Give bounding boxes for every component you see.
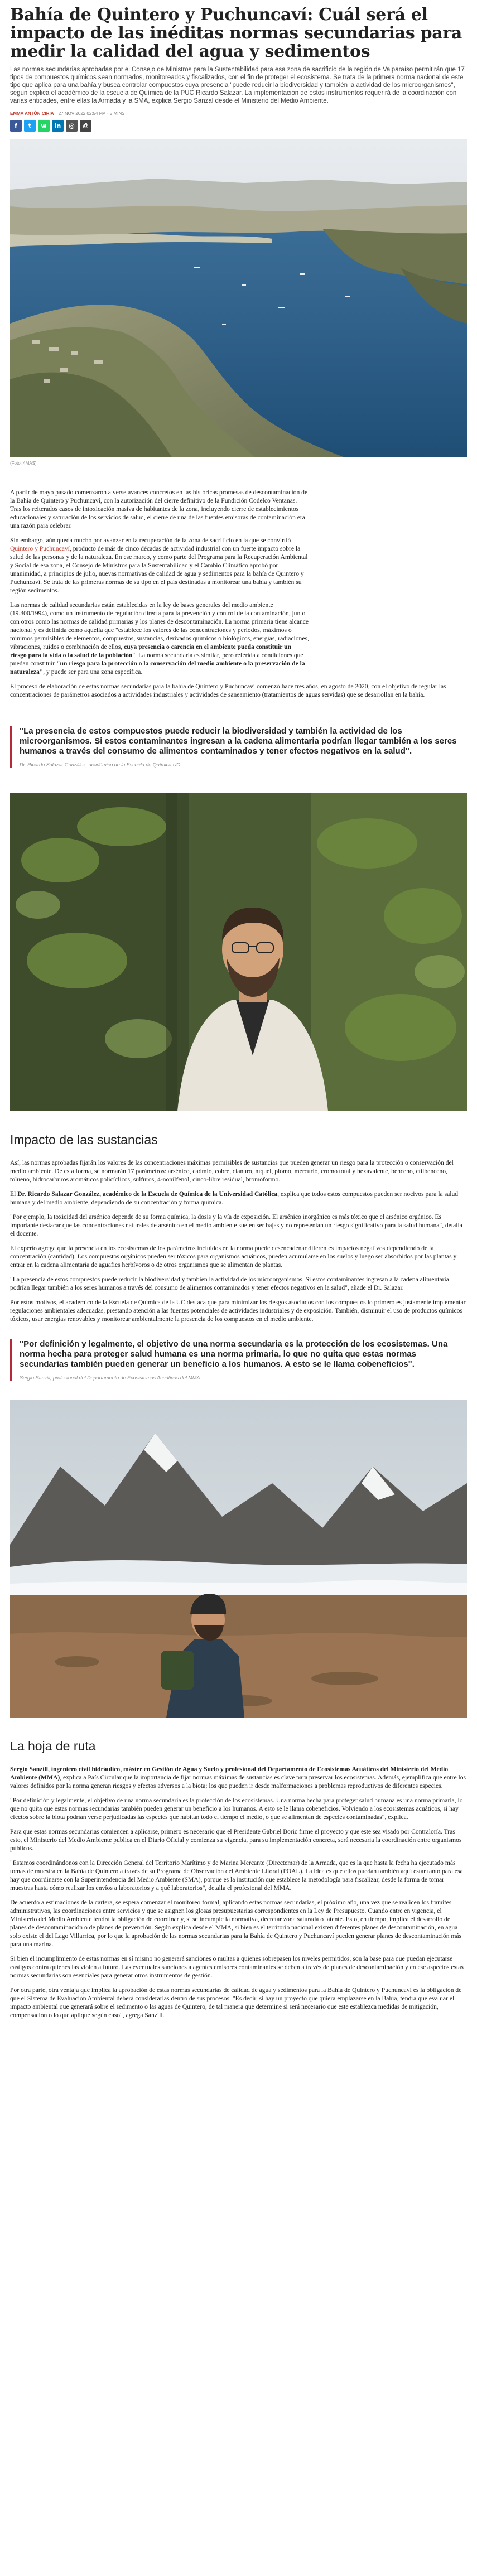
paragraph: "La presencia de estos compuestos puede reducir la biodiversidad y también la actividad de los microorganismos. Si estos contaminantes ingresan a la cadena alimentaria podrían llegar también a los seres humanos a través del consumo de alimentos contaminados y tener efectos negativos en la salud", añade el Dr. Salazar.: [10, 1276, 449, 1291]
paragraph: Para que estas normas secundarias comiencen a aplicarse, primero es necesario que el Presidente Gabriel Boric firme el proyecto y que este sea visado por Contraloría. Tras esto, el Ministerio del Medio Ambiente publica en el Diario Oficial y comienza su vigencia, para su implementación concreta, será necesaria la coordinación entre organismos públicos.: [10, 1828, 462, 1852]
paragraph: Sergio Sanzill, ingeniero civil hidráulico, máster en Gestión de Agua y Suelo y profesional del Departamento de Ecosistemas Acuáticos del Ministerio del Medio Ambiente (MMA), explica a País Circular que la importancia de fijar normas máximas de sustancias es clave para preservar los ecosistemas. Además, ejemplifica que entre los valores definidos por la norma generan riesgos y efectos adversos a la biota; los que pueden ir desde malformaciones a problemas reproductivos de diferentes especies.: [10, 1765, 466, 1789]
paragraph: Sin embargo, aún queda mucho por avanzar en la recuperación de la zona de sacrificio en la que se convirtió Quintero y Puchuncaví, producto de más de cinco décadas de actividad industrial con un fuerte impacto sobre la salud de las personas y de la naturaleza. En ese marco, y como parte del Programa para la Recuperación Ambiental y Social de esa zona, el Consejo de Ministros para la Sustentabilidad y el Cambio Climático aprobó por unanimidad, a principios de julio, nuevas normativas de calidad de agua y sedimentos para la bahía de Quintero y Puchuncaví. Se trata de las primeras normas de su tipo en el país destinadas a monitorear una bahía y también su región sedimentos.: [10, 537, 308, 594]
quote-author: Sergio Sanzill, profesional del Departamento de Ecosistemas Acuáticos del MMA.: [20, 1375, 201, 1381]
norms-section: [0, 601, 477, 699]
paragraph: El Dr. Ricardo Salazar González, académico de la Escuela de Química de la Universidad Católica, explica que todos estos compuestos pueden ser nocivos para la salud humana y del medio ambiente, dependiendo de su concentración y forma química.: [10, 1190, 459, 1206]
paragraph: A partir de mayo pasado comenzaron a verse avances concretos en las históricas promesas de descontaminación de la Bahía de Quintero y Puchuncaví, con la autorización del cierre definitivo de la Fundición Codelco Ventanas. Tras los reiterados casos de intoxicación masiva de habitantes de la zona, incluyendo cierre de establecimientos educacionales y saturación de los servicios de salud, el cierre de una de las fuentes emisoras de contaminación era una razón para celebrar.: [10, 489, 308, 529]
byline: [0, 105, 477, 116]
paragraph: Así, las normas aprobadas fijarán los valores de las concentraciones máximas permisibles de sustancias que pueden generar un riesgo para la protección o conservación del medio ambiente. De esta forma, se normarán 17 parámetros: arsénico, cadmio, cobre, cianuro, níquel, plomo, mercurio, cromo total y hexavalente, benceno, etilbenceno, tolueno, hidrocarburos aromáticos policíclicos, sulfuros, 4-nonilfenol, cinco-libre residual, bromoformo.: [10, 1159, 454, 1183]
intro-section: [10, 488, 309, 595]
paragraph: "Por definición y legalmente, el objetivo de una norma secundaria es la protección de los ecosistemas. Una norma hecha para proteger salud humana es una norma primaria, lo que no quita que estas normas secundarias también pueden generar un beneficio a los humanos. A esto se le llama cobeneficios. Volviendo a los ecosistemas acuáticos, si hay efectos sobre la biota podrían verse perjudicadas las especies que habitan todo el tiempo el medio, o que se alimentan de especies contaminadas", explica.: [10, 1797, 463, 1821]
glacier-image: [10, 1400, 467, 1718]
paragraph: "Estamos coordinándonos con la Dirección General del Territorio Marítimo y de Marina Mercante (Directemar) de la Armada, que es la que hasta la fecha ha ejecutado más tomas de muestra en la Bahía de Quintero a través de su Programa de Observación del Ambiente Litoral (POAL). La idea es que ellos puedan también aquí estar tanto para esa hay que coordinarse con la Superintendencia del Medio Ambiente (SMA), porque es la institución que establece la metodología para fiscalizar, desde la forma de tomar muestras hasta cómo realizar los envíos a laboratorios y a qué laboratorios", detalla el profesional del MMA.: [10, 1859, 463, 1892]
researcher-portrait-photo: [10, 793, 467, 1111]
paragraph: El proceso de elaboración de estas normas secundarias para la bahía de Quintero y Puchuncaví comenzó hace tres años, en agosto de 2020, con el objetivo de regular las concentraciones de parámetros asociados a actividades industriales y actividades de saneamiento (tratamientos de aguas servidas) que se desarrollan en la bahía.: [10, 683, 446, 698]
paragraph: Por otra parte, otra ventaja que implica la aprobación de estas normas secundarias de calidad de agua y sedimentos para la Bahía de Quintero y Puchuncaví es la obligación de que el Sistema de Evaluación Ambiental deberá considerarlas dentro de sus procesos. "Es decir, si hay un proyecto que quiera emplazarse en la Bahía, tendrá que evaluar el impacto ambiental que generará sobre el sedimento o las aguas de Quintero, de tal manera que determine si será necesario que este establezca medidas de mitigación, compensación o lo que aplique según caso", agrega Sanzill.: [10, 1986, 462, 2019]
pull-quote: [10, 1339, 467, 1381]
facebook-share-icon[interactable]: f: [10, 120, 22, 132]
section-heading: Impacto de las sustancias: [10, 1132, 158, 1147]
section-heading: La hoja de ruta: [10, 1739, 96, 1753]
quote-text: "La presencia de estos compuestos puede reducir la biodiversidad y también la actividad de los microorganismos. Si estos contaminantes ingresan a la cadena alimentaria podrían llegar también a los seres humanos a través del consumo de alimentos contaminados y tener efectos negativos en la salud".: [20, 726, 457, 756]
twitter-share-icon[interactable]: t: [24, 120, 36, 132]
paragraph: Las normas de calidad secundarias están establecidas en la ley de bases generales del medio ambiente (19.300/1994), como un instrumento de regulación directa para la prevención y control de la contaminación, junto con otros como las normas de calidad primarias y los planes de descontaminación. La norma primaria tiene alcance nacional y es definida como aquella que "establece los valores de las concentraciones y periodos, máximos o mínimos permisibles de elementos, compuestos, sustancias, derivados químicos o biológicos, energías, radiaciones, vibraciones, ruidos o combinación de ellos, cuya presencia o carencia en el ambiente pueda constituir un riesgo para la vida o la salud de la población". La norma secundaria es similar, pero referida a condiciones que puedan constituir "un riesgo para la protección o la conservación del medio ambiente o la preservación de la naturaleza", y puede ser para una zona específica.: [10, 601, 309, 676]
author-name[interactable]: EMMA ANTÓN CIRIA: [10, 111, 54, 116]
inline-link[interactable]: Quintero y Puchuncaví: [10, 545, 70, 552]
pull-quote: [10, 726, 467, 768]
paragraph: De acuerdo a estimaciones de la cartera, se espera comenzar el monitoreo formal, aplicando estas normas secundarias, el próximo año, una vez que se realicen los trámites administrativos, las coordinaciones entre servicios y que se asignen los glosas presupuestarias correspondientes en la Ley de Presupuesto. Cuando entre en vigencia, el Ministerio del Medio Ambiente tendrá la obligación de coordinar y, si se incumple la normativa, decretar zona saturada o latente. Esto, en tiempo, implica el desarrollo de planes de descontaminación o de planes de prevención. Según explica desde el MMA, si bien es el territorio nacional existen diferentes planes de descontaminación, en agua solo existe el del Lago Villarrica, por lo que la aprobación de las normas secundarias para la Bahía de Quintero y Puchuncaví pueden generar planes de descontaminación más para una marina.: [10, 1899, 462, 1948]
paragraph: El experto agrega que la presencia en los ecosistemas de los parámetros incluidos en la norma puede desencadenar diferentes impactos negativos dependiendo de la concentración (cantidad). Los compuestos orgánicos pueden ser tóxicos para organismos acuáticos, pueden acumularse en los suelos y luego ser absorbidos por las plantas y entrar en la cadena alimentaria de aguafies herbívoros o de otros organismos que se alimentan de plantas.: [10, 1244, 457, 1268]
whatsapp-share-icon[interactable]: w: [38, 120, 50, 132]
hero-image: [10, 139, 467, 457]
glacier-hiker-photo: [10, 1400, 467, 1718]
quote-text: "Por definición y legalmente, el objetivo de una norma secundaria es la protección de los ecosistemas. Una norma hecha para proteger salud humana es una norma primaria, lo que no quita que estas normas secundarias también pueden generar un beneficio a los humanos. A esto se le llama cobeneficios".: [20, 1339, 448, 1369]
hero-caption: (Foto: 4MAS): [10, 461, 37, 466]
paragraph: "Por ejemplo, la toxicidad del arsénico depende de su forma química, la dosis y la vía de exposición. El arsénico inorgánico es más tóxico que el arsénico orgánico. Es importante destacar que las concentraciones naturales de arsénico en el medio ambiente suelen ser bajas y no representan un riesgo significativo para la salud humana", detalla el docente.: [10, 1213, 462, 1237]
email-share-icon[interactable]: @: [66, 120, 78, 132]
linkedin-share-icon[interactable]: in: [52, 120, 64, 132]
print-icon[interactable]: ⎙: [80, 120, 91, 132]
portrait-image: [10, 793, 467, 1111]
article-lede: Las normas secundarias aprobadas por el Consejo de Ministros para la Sustentabilidad para esa zona de sacrificio de la región de Valparaíso permitirán que 17 tipos de compuestos químicos sean normados, monitoreados y fiscalizados, con el fin de proteger el ecosistema. Se trata de la primera norma nacional de este tipo que aplica para una bahía y busca controlar compuestos cuya presencia "puede reducir la biodiversidad y también la actividad de los microorganismos", según explica el académico de la escuela de Química de la PUC Ricardo Salazar. La implementación de estos instrumentos requerirá de la coordinación con varias entidades, entre ellas la Armada y la SMA, explica Sergio Sanzal desde el Ministerio del Medio Ambiente.: [10, 66, 465, 104]
roadmap-section: [0, 1765, 477, 2019]
paragraph: Si bien el incumplimiento de estas normas en sí mismo no generará sanciones o multas a quienes sobrepasen los niveles permitidos, son la base para que puedan ejecutarse castigos contra quienes las violen a futuro. Las eventuales sanciones a agentes emisores contaminantes se deben a través de planes de descontaminación y en ese aspectos estas normas secundarias son esenciales para generar otros instrumentos de gestión.: [10, 1955, 464, 1979]
share-bar: [0, 116, 477, 132]
quote-bar: [10, 726, 12, 768]
impact-section: [0, 1159, 477, 1323]
quote-bar: [10, 1339, 12, 1381]
quote-author: Dr. Ricardo Salazar González, académico de la Escuela de Química UC: [20, 762, 180, 768]
bay-aerial-photo: [10, 139, 467, 457]
article-title: Bahía de Quintero y Puchuncaví: Cuál será el impacto de las inéditas normas secundarias para medir la calidad del agua y sedimentos: [10, 5, 462, 61]
publish-date: 27 NOV 2022 02:54 PM · 5 MINS: [58, 111, 125, 116]
paragraph: Por estos motivos, el académico de la Escuela de Química de la UC destaca que para minimizar los riesgos asociados con los compuestos lo primero es justamente implementar regulaciones ambientales adecuadas, prestando atención a las fuentes potenciales de actividades industriales y de exposición. También, disminuir el uso de productos químicos tóxicos, usar energías renovables y monitorear ambientalmente la presencia de los compuestos en el medio ambiente.: [10, 1299, 466, 1323]
